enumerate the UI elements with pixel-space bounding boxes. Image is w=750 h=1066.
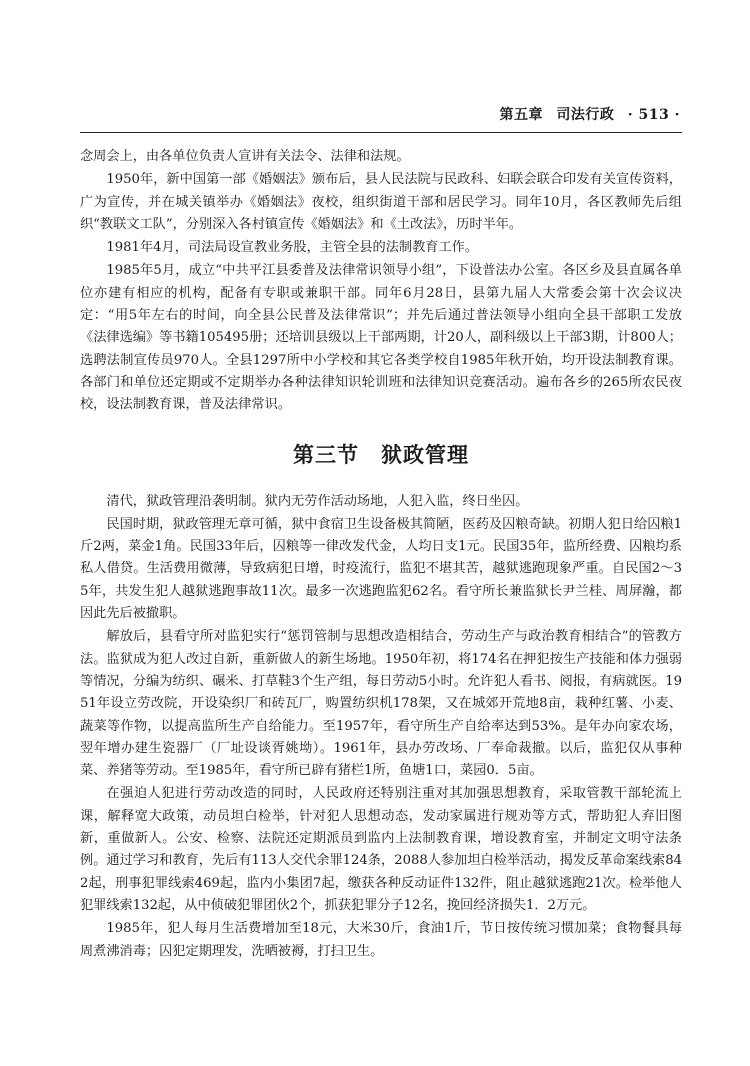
page-number: · 513 · [627, 107, 680, 123]
section-number: 第三节 [293, 442, 359, 467]
running-header [80, 104, 680, 124]
paragraph: 在强迫人犯进行劳动改造的同时，人民政府还特别注重对其加强思想教育，采取管教干部轮流上课，解释宽大政策，动员坦白检举，针对犯人思想动态，发动家属进行规劝等方式，帮助犯人弃旧图新，重做新人。公安、检察、法院还定期派员到监内上法制教育课，增设教育室，并制定文明守法条例。通过学习和教育，先后有113人交代余罪124条，2088人参加坦白检举活动，揭发反革命案线索842起，刑事犯罪线索469起，监内小集团7起，缴获各种反动证件132件，阻止越狱逃跑21次。检举他人犯罪线索132起，从中侦破犯罪团伙2个，抓获犯罪分子12名，挽回经济损失1．2万元。 [80, 786, 682, 913]
paragraph: 1981年4月，司法局设宣教业务股，主管全县的法制教育工作。 [106, 240, 479, 256]
body-text [80, 146, 682, 964]
paragraph: 民国时期，狱政管理无章可循，狱中食宿卫生设备极其简陋，医药及囚粮奇缺。初期人犯日给囚粮1斤2两，菜金1角。民国33年后，囚粮等一律改发代金，人均日支1元。民国35年，监所经费、囚粮均系 私人借贷。生活费用微薄，导致病犯日增，时疫流行，监犯不堪其苦，越狱逃跑现象严重。自民国2～35年，共发生犯人越狱逃跑事故11次。最多一次逃跑监犯62名。看守所长兼监狱长尹兰桂、周屏瀚，都因此先后被撤职。 [80, 516, 682, 622]
section-heading [80, 439, 682, 469]
header-rule [80, 132, 682, 133]
paragraph: 解放后，县看守所对监犯实行“惩罚管制与思想改造相结合，劳动生产与政治教育相结合”的管教方法。监狱成为犯人改过自新，重新做人的新生场地。1950年初，将174名在押犯按生产技能和体力强弱等情况，分编为纺织、碾米、打草鞋3个生产组，每日劳动5小时。允许犯人看书、阅报，有病就医。1951年设立劳改院，开设染织厂和砖瓦厂，购置纺织机178架，又在城郊开荒地8亩，栽种红薯、小麦、蔬菜等作物，以提高监所生产自给能力。至1957年，看守所生产自给率达到53%。是年办向家农场，翌年增办建生瓷器厂（厂址设谈胥姚坳）。1961年，县办劳改场、厂奉命裁撤。以后，监犯仅从事种菜、养猪等劳动。至1985年，看守所已辟有猪栏1所，鱼塘1口，菜园0．5亩。 [80, 629, 682, 779]
paragraph: 1985年5月，成立“中共平江县委普及法律常识领导小组”，下设普法办公室。各区乡及县直属各单位亦建有相应的机构，配备有专职或兼职干部。同年6月28日，县第九届人大常委会第十次会议决定：“用5年左右的时间，向全县公民普及法律常识”；并先后通过普法领导小组向全县干部职工发放《法律选编》等书籍105495册；还培训县级以上干部两期，计20人，副科级以上干部3期，计800人；选聘法制宣传员970人。全县1297所中小学校和其它各类学校自1985年秋开始，均开设法制教育课。各部门和单位还定期或不定期举办各种法律知识轮训班和法律知识竞赛活动。遍布各乡的265所农民夜校，设法制教育课，普及法律常识。 [80, 263, 682, 413]
paragraph: 1985年，犯人每月生活费增加至18元，大米30斤，食油1斤，节日按传统习惯加菜；食物餐具每周煮沸消毒；囚犯定期理发，洗晒被褥，打扫卫生。 [80, 921, 682, 959]
paragraph: 清代，狱政管理沿袭明制。狱内无劳作活动场地，人犯入监，终日坐囚。 [106, 493, 529, 509]
chapter-number: 第五章 [499, 107, 544, 123]
chapter-title: 司法行政 [556, 107, 615, 123]
paragraph: 念周会上，由各单位负责人宣讲有关法令、法律和法规。 [80, 149, 410, 164]
paragraph: 1950年，新中国第一部《婚姻法》颁布后，县人民法院与民政科、妇联会联合印发有关宣传资料，广为宣传，并在城关镇举办《婚姻法》夜校，组织街道干部和居民学习。同年10月，各区教师先后组织“教联文工队”，分别深入各村镇宣传《婚姻法》和《土改法》，历时半年。 [80, 172, 682, 232]
section-title: 狱政管理 [381, 442, 469, 467]
